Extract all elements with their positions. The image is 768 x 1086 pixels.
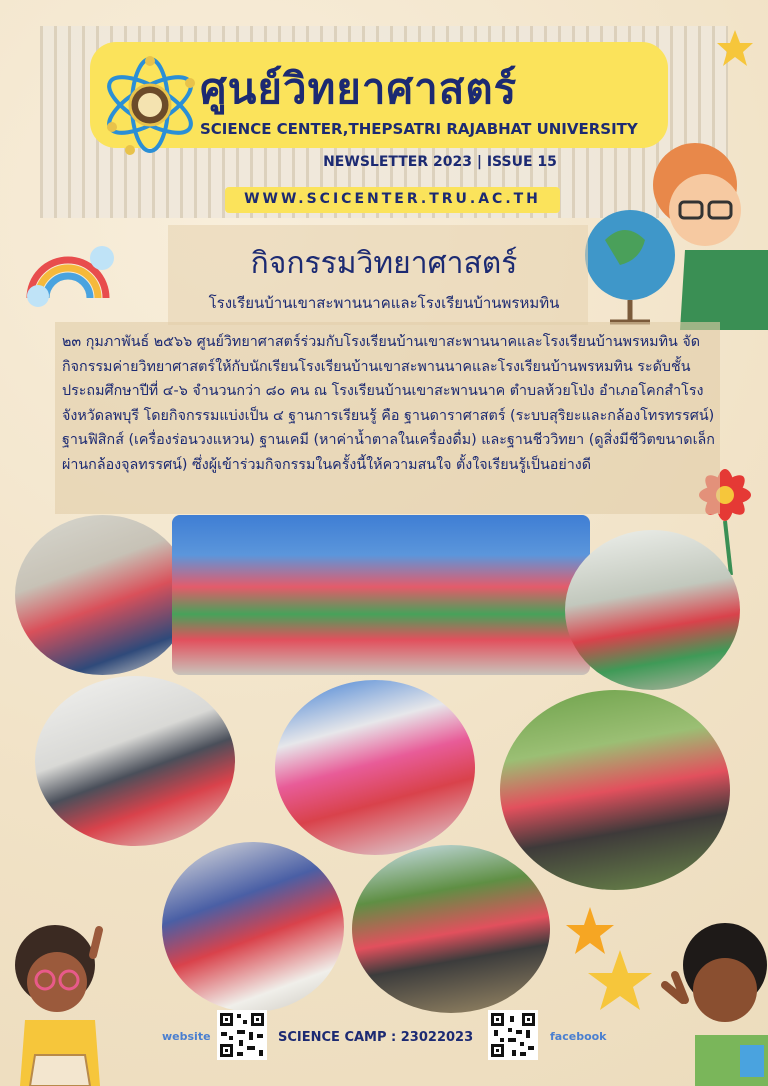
photo-outdoor-activity [565,530,740,690]
organization-name: SCIENCE CENTER,THEPSATRI RAJABHAT UNIVERSITY [200,120,638,138]
website-url[interactable]: WWW.SCICENTER.TRU.AC.TH [244,191,541,207]
website-qr-code[interactable] [217,1010,267,1060]
photo-microscope-room [35,676,235,846]
photo-telescope-station [352,845,550,1013]
newsletter-issue: NEWSLETTER 2023 | ISSUE 15 [323,154,557,170]
science-camp-label: SCIENCE CAMP : 23022023 [278,1030,474,1045]
article-body: ๒๓ กุมภาพันธ์ ๒๕๖๖ ศูนย์วิทยาศาสตร์ร่วมกับโรงเรียนบ้านเขาสะพานนาคและโรงเรียนบ้านพรหมทิน จัดกิจกรรมค่ายวิทยาศาสตร์ให้กับนักเรียนโรงเรียนบ้านเขาสะพานนาคและโรงเรียนบ้านพรหมทิน ระดับชั้นประถมศึกษาปีที่ ๔-๖ จำนวนกว่า ๘๐ คน ณ โรงเรียนบ้านเขาสะพานนาค ตำบลห้วยโป่ง อำเภอโคกสำโรง จังหวัดลพบุรี โดยกิจกรรมแบ่งเป็น ๔ ฐานการเรียนรู้ คือ ฐานดาราศาสตร์ (ระบบสุริยะและกล้องโทรทรรศน์) ฐานฟิสิกส์ (เครื่องร่อนวงแหวน) ฐานเคมี (หาค่าน้ำตาลในเครื่องดื่ม) และฐานชีววิทยา (ดูสิ่งมีชีวิตขนาดเล็กผ่านกล้องจุลทรรศน์) ซึ่งผู้เข้าร่วมกิจกรรมในครั้งนี้ให้ความสนใจ ตั้งใจเรียนรู้เป็นอย่างดี [62,334,715,473]
science-center-logo [100,55,200,155]
photo-chemistry-station [15,515,190,675]
article-title: กิจกรรมวิทยาศาสตร์ [250,246,518,281]
star-icon [715,28,755,68]
website-label: website [162,1030,211,1043]
photo-microscope-station [275,680,475,855]
facebook-qr-code[interactable] [488,1010,538,1060]
article-subtitle: โรงเรียนบ้านเขาสะพานนาคและโรงเรียนบ้านพรหมทิน [208,294,560,312]
page-title: ศูนย์วิทยาศาสตร์ [200,64,518,113]
kid-reading-illustration [5,920,115,1086]
kid-waving-illustration [655,920,768,1086]
stars-icon [560,905,660,1015]
facebook-label: facebook [550,1030,607,1043]
photo-physics-station [500,690,730,890]
photo-group-picture [172,515,590,675]
photo-sugar-test-station [162,842,344,1012]
